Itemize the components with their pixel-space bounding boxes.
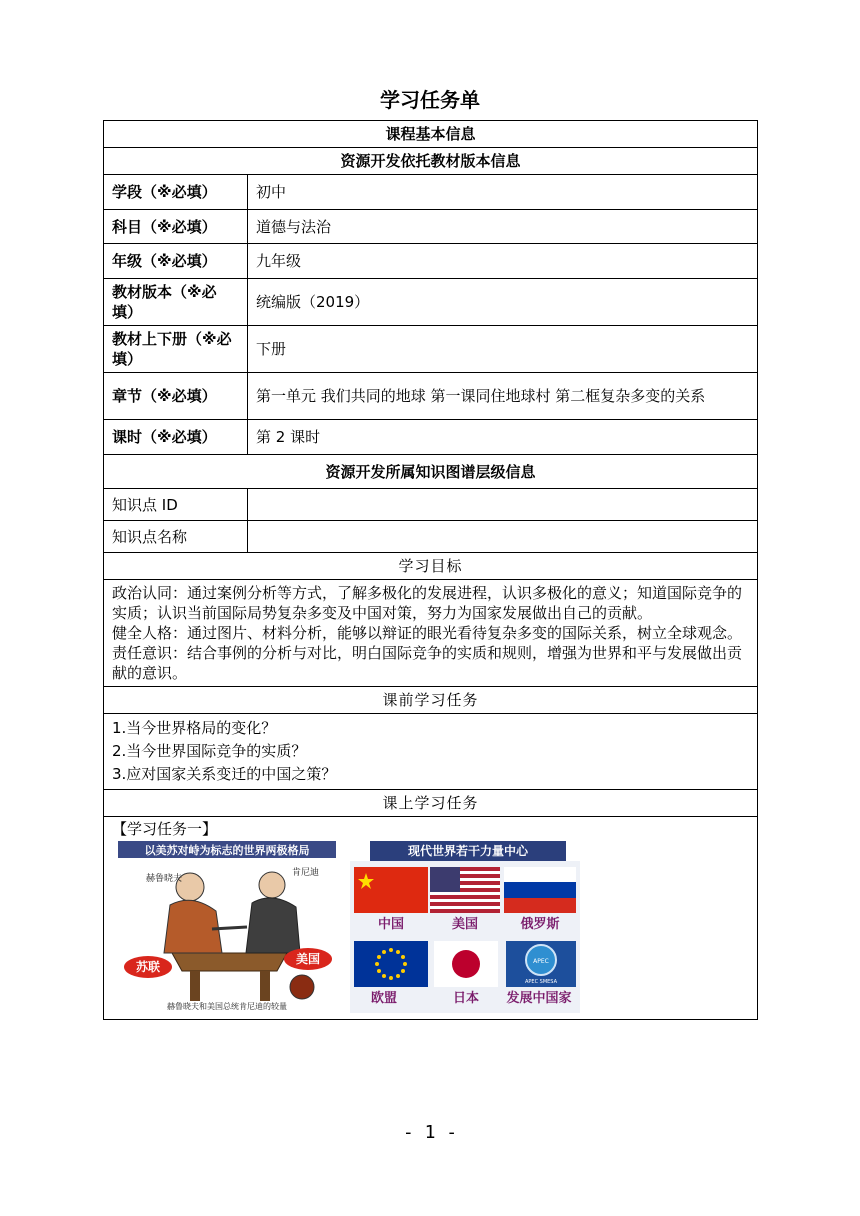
class-task-cell [104,817,758,1020]
flag-eu-icon [354,941,428,987]
section-pre-tasks: 课前学习任务 [104,687,758,714]
section-knowledge: 资源开发所属知识图谱层级信息 [104,455,758,489]
task-sheet-table [103,120,758,1020]
label-eu: 欧盟 [370,991,397,1006]
pre-task-item: 2.当今世界国际竞争的实质？ [112,742,307,760]
field-value: 第 2 课时 [248,420,758,455]
field-value: 第一单元 我们共同的地球 第一课同住地球村 第二框复杂多变的关系 [248,373,758,420]
badge-usa: 美国 [295,952,321,966]
section-textbook-info: 资源开发依托教材版本信息 [104,148,758,175]
field-value: 下册 [248,326,758,373]
field-label: 章节（※必填） [104,373,248,420]
field-value: 道德与法治 [248,210,758,244]
label-china: 中国 [377,917,404,932]
field-row [104,373,758,420]
objectives-block [104,580,758,687]
knowledge-label: 知识点 ID [104,489,248,521]
pre-task-item: 1.当今世界格局的变化？ [112,719,277,737]
field-row [104,210,758,244]
flag-japan-icon [434,941,498,987]
left-footer: 赫鲁晓夫和美国总统肯尼迪的较量 [167,1002,287,1011]
left-person-name: 赫鲁晓夫 [146,874,183,884]
flag-russia-icon [504,867,576,913]
section-class-tasks: 课上学习任务 [104,790,758,817]
label-japan: 日本 [452,991,479,1006]
field-row [104,420,758,455]
svg-text:APEC: APEC [533,958,549,965]
knowledge-value [248,521,758,553]
field-label: 科目（※必填） [104,210,248,244]
field-label: 学段（※必填） [104,175,248,210]
knowledge-row [104,521,758,553]
field-row [104,326,758,373]
badge-ussr: 苏联 [135,960,161,974]
field-row [104,244,758,279]
apec-logo-text: APEC SMESA [524,979,558,985]
field-label: 教材上下册（※必填） [104,326,248,373]
field-value: 初中 [248,175,758,210]
left-caption: 以美苏对峙为标志的世界两极格局 [144,844,310,857]
label-russia: 俄罗斯 [520,917,560,932]
label-usa: 美国 [451,917,478,932]
right-person-name: 肯尼迪 [292,868,320,878]
flag-usa-icon [430,867,500,913]
pre-task-item: 3.应对国家关系变迁的中国之策？ [112,765,337,783]
section-objectives: 学习目标 [104,553,758,580]
pre-task-list [104,714,758,790]
objective-paragraph: 责任意识：结合事例的分析与对比，明白国际竞争的实质和规则，增强为世界和平与发展做出贡献的意识。 [112,644,743,682]
field-label: 课时（※必填） [104,420,248,455]
field-value: 统编版（2019） [248,279,758,326]
flag-china-icon [354,867,428,913]
objective-paragraph: 健全人格：通过图片、材料分析，能够以辩证的眼光看待复杂多变的国际关系，树立全球观念。 [112,624,743,642]
knowledge-value [248,489,758,521]
field-value: 九年级 [248,244,758,279]
field-label: 年级（※必填） [104,244,248,279]
task-one-label: 【学习任务一】 [112,820,218,838]
bipolar-illustration [112,841,342,1013]
label-developing: 发展中国家 [506,991,572,1006]
right-caption: 现代世界若干力量中心 [370,841,566,861]
field-row [104,175,758,210]
task-images [112,839,749,1015]
apec-logo-icon [506,941,576,987]
objective-paragraph: 政治认同：通过案例分析等方式，了解多极化的发展进程，认识多极化的意义；知道国际竞争的实质；认识当前国际局势复杂多变及中国对策，努力为国家发展做出自己的贡献。 [112,584,743,622]
knowledge-row [104,489,758,521]
field-row [104,279,758,326]
section-course-info: 课程基本信息 [104,121,758,148]
page-title: 学习任务单 [380,88,480,112]
power-centres-illustration [350,841,580,1013]
page-number: - 1 - [402,1122,458,1143]
knowledge-label: 知识点名称 [104,521,248,553]
field-label: 教材版本（※必填） [104,279,248,326]
